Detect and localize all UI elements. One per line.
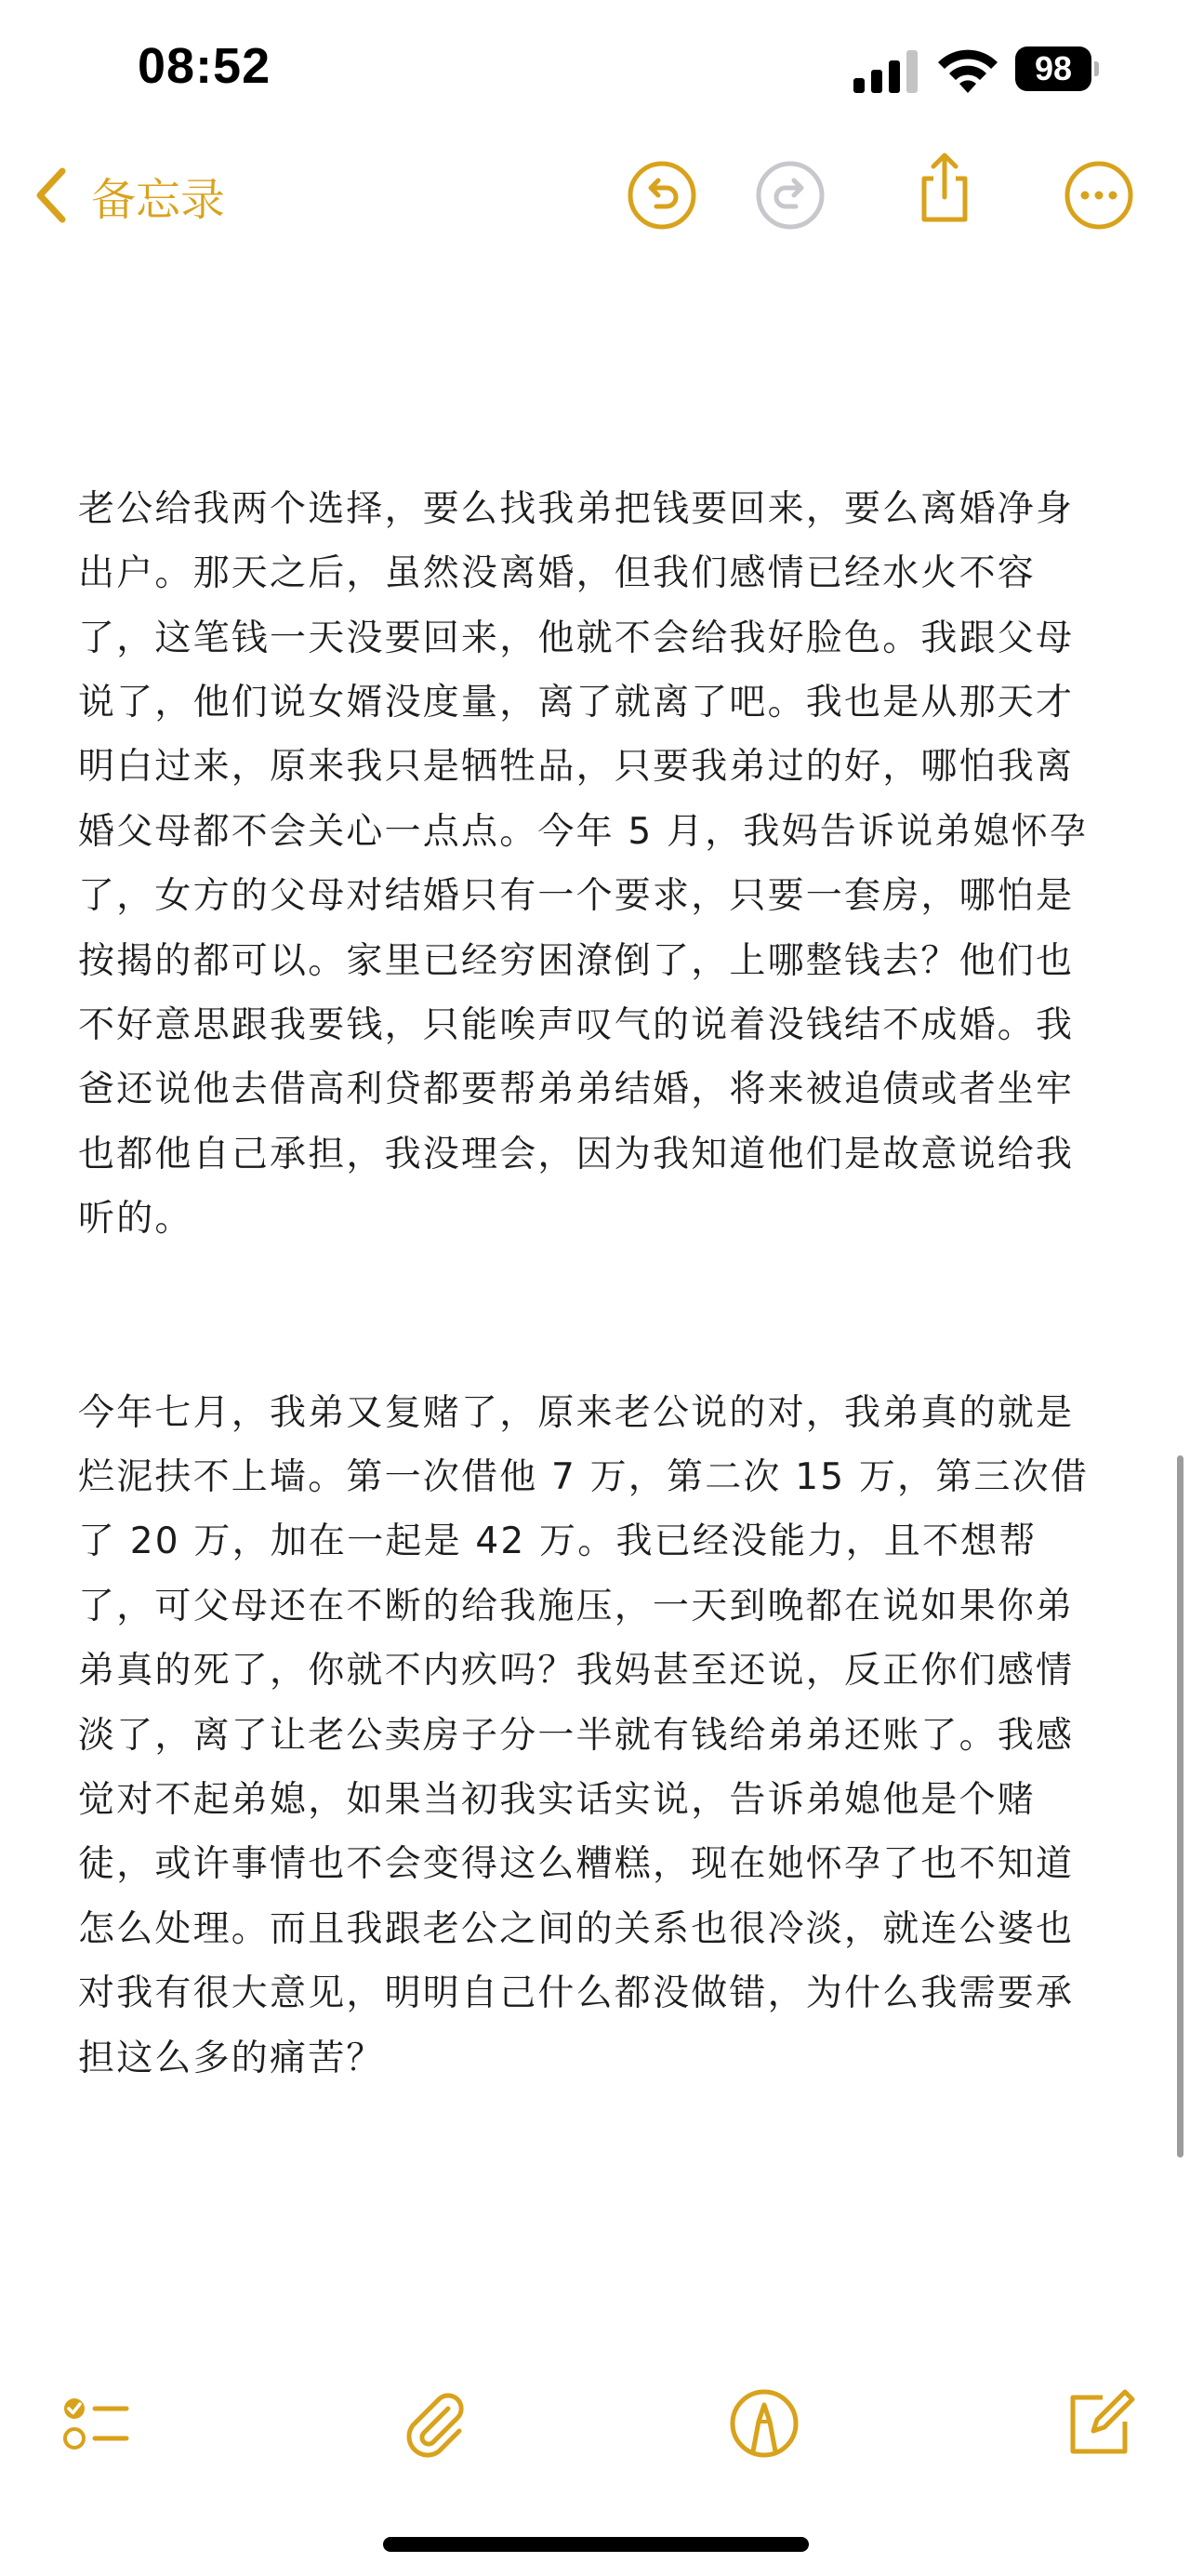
battery-indicator [1015, 46, 1099, 91]
markup-pen-icon [725, 2384, 803, 2463]
share-button[interactable] [907, 151, 982, 225]
attach-button[interactable] [394, 2384, 472, 2463]
checklist-icon [56, 2384, 134, 2463]
cellular-signal-icon [853, 50, 919, 93]
note-paragraph: 今年七月，我弟又复赌了，原来老公说的对，我弟真的就是烂泥扶不上墙。第一次借他 7 万，第二次 15 万，第三次借了 20 万，加在一起是 42 万。我已经没能力，且不想帮了，可父母还在不断的给我施压，一天到晚都在说如果你弟弟真的死了，你就不内疚吗？我妈甚至还说，反正你们感情淡了，离了让老公卖房子分一半就有钱给弟弟还账了。我感觉对不起弟媳，如果当初我实话实说，告诉弟媳他是个赌徒，或许事情也不会变得这么糟糕，现在她怀孕了也不知道怎么处理。而且我跟老公之间的关系也很冷淡，就连公婆也对我有很大意见，明明自己什么都没做错，为什么我需要承担这么多的痛苦？ [78, 1391, 1090, 2079]
more-button[interactable] [1062, 158, 1136, 232]
more-icon [1062, 158, 1136, 232]
redo-button[interactable] [753, 158, 827, 232]
nav-bar [0, 149, 1190, 242]
home-indicator[interactable] [383, 2537, 809, 2552]
paperclip-icon [394, 2384, 472, 2463]
scrollbar-thumb[interactable] [1177, 1455, 1183, 2158]
status-time: 08:52 [138, 38, 271, 94]
battery-cap [1094, 61, 1099, 76]
markup-button[interactable] [725, 2384, 803, 2463]
share-icon [907, 151, 982, 225]
checklist-button[interactable] [56, 2384, 134, 2463]
bottom-toolbar [0, 2371, 1190, 2474]
compose-icon [1060, 2384, 1138, 2463]
battery-level: 98 [1015, 46, 1091, 91]
undo-button[interactable] [625, 158, 699, 232]
undo-icon [625, 158, 699, 232]
chevron-left-icon [32, 166, 69, 225]
back-button-label: 备忘录 [91, 173, 226, 226]
status-bar [0, 0, 1190, 139]
compose-button[interactable] [1060, 2384, 1138, 2463]
back-button[interactable] [32, 160, 225, 231]
redo-icon [753, 158, 827, 232]
wifi-icon [934, 45, 1001, 93]
note-content[interactable] [78, 348, 1104, 2155]
note-paragraph: 老公给我两个选择，要么找我弟把钱要回来，要么离婚净身出户。那天之后，虽然没离婚，但我们感情已经水火不容了，这笔钱一天没要回来，他就不会给我好脸色。我跟父母说了，他们说女婿没度量，离了就离了吧。我也是从那天才明白过来，原来我只是牺牲品，只要我弟过的好，哪怕我离婚父母都不会关心一点点。今年 5 月，我妈告诉说弟媳怀孕了，女方的父母对结婚只有一个要求，只要一套房，哪怕是按揭的都可以。家里已经穷困潦倒了，上哪整钱去？他们也不好意思跟我要钱，只能唉声叹气的说着没钱结不成婚。我爸还说他去借高利贷都要帮弟弟结婚，将来被追债或者坐牢也都他自己承担，我没理会，因为我知道他们是故意说给我听的。 [78, 487, 1089, 1241]
